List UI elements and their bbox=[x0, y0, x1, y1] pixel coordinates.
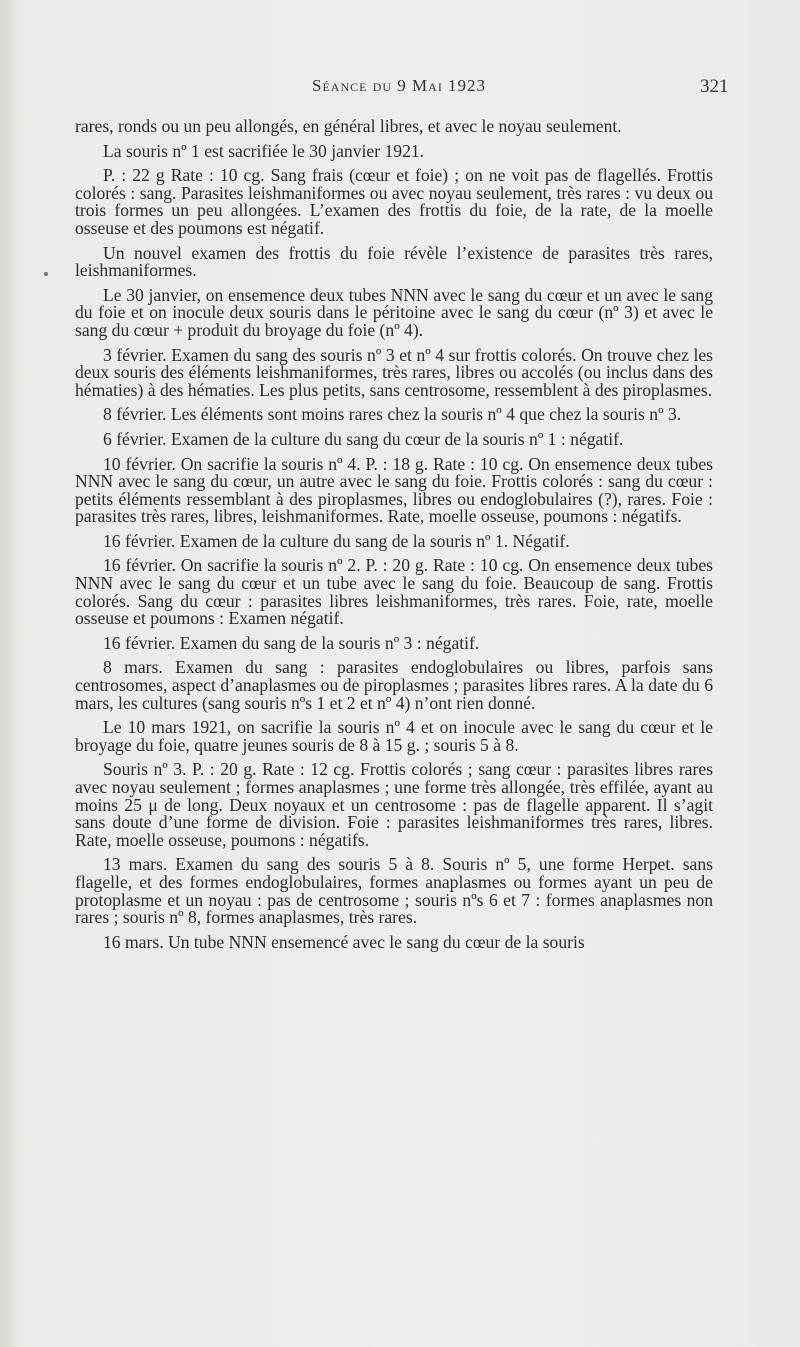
paragraph: Souris nº 3. P. : 20 g. Rate : 12 cg. Frottis colorés ; sang cœur : parasites libres rares avec noyau seulement ; formes anaplasmes ; une forme très allongée, très effilée, ayant au moins 25 μ de long. Deux noyaux et un centrosome : pas de flagelle apparent. Il s’agit sans doute d’une forme de division. Foie : parasites leishmaniformes très rares, libres. Rate, moelle osseuse, poumons : négatifs. bbox=[75, 759, 713, 850]
paragraph: 6 février. Examen de la culture du sang du cœur de la souris nº 1 : négatif. bbox=[103, 428, 624, 449]
margin-dot bbox=[44, 272, 48, 276]
paragraph: P. : 22 g Rate : 10 cg. Sang frais (cœur et foie) ; on ne voit pas de flagellés. Frottis colorés : sang. Parasites leishmaniformes ou avec noyau seulement, très rares : vu deux ou trois formes un peu allongées. L’examen des frottis du foie, de la rate, de la moelle osseuse et des poumons est négatif. bbox=[75, 165, 713, 238]
paragraph: Le 30 janvier, on ensemence deux tubes NNN avec le sang du cœur et un avec le sang du foie et on inocule deux souris dans le péritoine avec le sang du cœur (nº 3) et avec le sang du cœur + produit du broyage du foie (nº 4). bbox=[75, 284, 713, 340]
paragraph: 16 février. Examen du sang de la souris nº 3 : négatif. bbox=[103, 632, 480, 653]
body-text bbox=[75, 118, 713, 958]
paragraph: 3 février. Examen du sang des souris nº 3 et nº 4 sur frottis colorés. On trouve chez les deux souris des éléments leishmaniformes, très rares, libres ou accolés (ou inclus dans des hématies) à des hématies. Les plus petits, sans centrosome, ressemblent à des piroplasmes. bbox=[75, 344, 713, 400]
paragraph: 10 février. On sacrifie la souris nº 4. P. : 18 g. Rate : 10 cg. On ensemence deux tubes NNN avec le sang du cœur, un autre avec le sang du foie. Frottis colorés : sang du cœur : petits éléments ressemblant à des piroplasmes, libres ou endoglobulaires (?), rares. Foie : parasites très rares, libres, leishmaniformes. Rate, moelle osseuse, poumons : négatifs. bbox=[75, 453, 713, 527]
page-number: 321 bbox=[700, 76, 729, 97]
running-head bbox=[0, 76, 800, 102]
paragraph: Le 10 mars 1921, on sacrifie la souris nº 4 et on inocule avec le sang du cœur et le broyage du foie, quatre jeunes souris de 8 à 15 g. ; souris 5 à 8. bbox=[75, 717, 713, 755]
paragraph: La souris nº 1 est sacrifiée le 30 janvier 1921. bbox=[103, 140, 425, 161]
paragraph: 16 mars. Un tube NNN ensemencé avec le sang du cœur de la souris bbox=[103, 931, 585, 952]
paragraph: 13 mars. Examen du sang des souris 5 à 8. Souris nº 5, une forme Herpet. sans flagelle, et des formes endoglobulaires, formes anaplasmes ou formes ayant un peu de protoplasme et un noyau : pas de centrosome ; souris nºs 6 et 7 : formes anaplasmes non rares ; souris nº 8, formes anaplasmes, très rares. bbox=[75, 854, 713, 928]
paragraph: 16 février. Examen de la culture du sang de la souris nº 1. Négatif. bbox=[103, 530, 570, 551]
paragraph: 8 mars. Examen du sang : parasites endoglobulaires ou libres, parfois sans centrosomes, aspect d’anaplasmes ou de piroplasmes ; parasites libres rares. A la date du 6 mars, les cultures (sang souris nºs 1 et 2 et nº 4) n’ont rien donné. bbox=[75, 657, 713, 713]
paragraph-continued: rares, ronds ou un peu allongés, en général libres, et avec le noyau seulement. bbox=[75, 116, 622, 136]
paragraph: 16 février. On sacrifie la souris nº 2. P. : 20 g. Rate : 10 cg. On ensemence deux tubes NNN avec le sang du cœur et un tube avec le sang du foie. Beaucoup de sang. Frottis colorés. Sang du cœur : parasites libres leishmaniformes, très rares. Foie, rate, moelle osseuse et poumons : Examen négatif. bbox=[75, 555, 713, 629]
running-title: Séance du 9 Mai 1923 bbox=[312, 76, 487, 95]
paragraph: 8 février. Les éléments sont moins rares chez la souris nº 4 que chez la souris nº 3. bbox=[103, 404, 682, 425]
paragraph: Un nouvel examen des frottis du foie révèle l’existence de parasites très rares, leishmaniformes. bbox=[75, 242, 713, 281]
